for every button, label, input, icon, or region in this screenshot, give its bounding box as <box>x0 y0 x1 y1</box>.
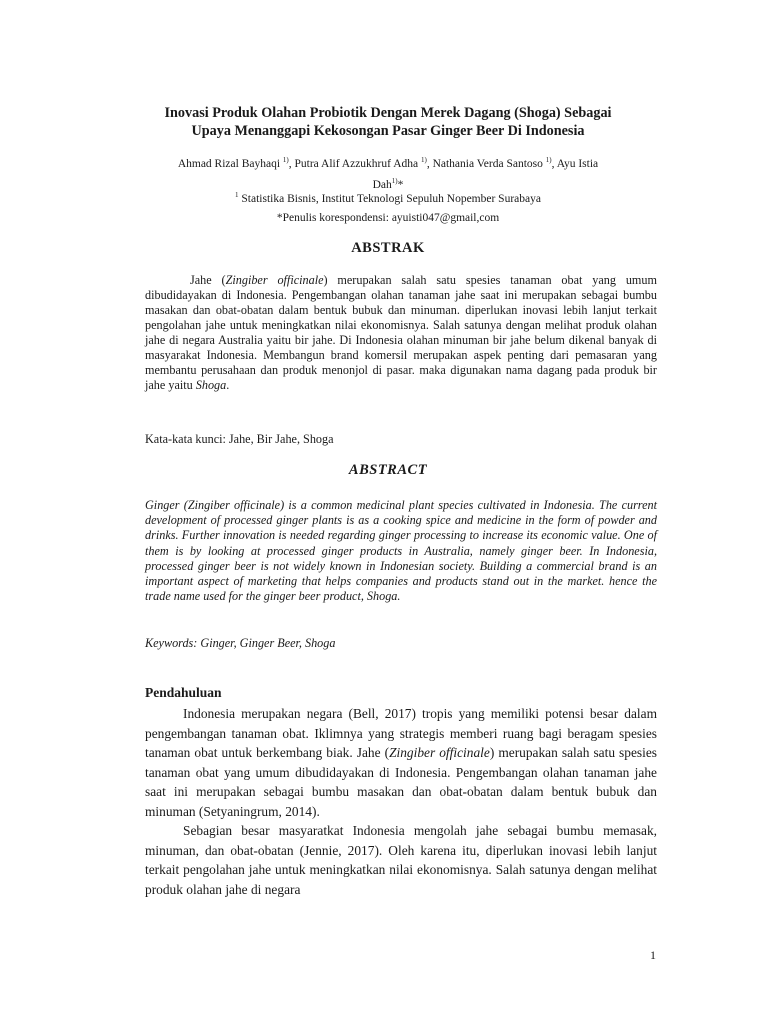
page-number: 1 <box>650 948 656 962</box>
author-sep: , <box>551 157 557 170</box>
author-4-first: Ayu Istia <box>556 157 599 170</box>
kata-kunci: Kata-kata kunci: Jahe, Bir Jahe, Shoga <box>145 432 334 446</box>
correspondence <box>130 212 646 224</box>
abstrak-text-3: . <box>226 378 230 392</box>
author-sep: , <box>426 157 433 170</box>
abstract-paragraph: Ginger (Zingiber officinale) is a common medicinal plant species cultivated in Indonesia. The current development of processed ginger plants is as a cooking spice and medicine in the form of powder and drinks. Further innovation is needed regarding ginger processing to increase its economic value. One of them is by looking at processed ginger products in Australia, namely ginger beer. In Indonesia, processed ginger beer is not widely known in Indonesian society. Building a commercial brand is an important aspect of marketing that helps companies and products stand out in the market. hence the trade name used for the ginger beer product, Shoga. <box>145 498 657 604</box>
p1-text-2: ) merupakan salah satu spesies tanaman obat yang umum dibudidayakan di Indonesia. Pengembangan olahan tanaman jahe saat ini merupakan sebagai bumbu masakan dan obat-obatan dalam bentuk bubuk dan minuman (Setyaningrum, 2014). <box>145 745 657 819</box>
author-sup: 1) <box>420 156 427 164</box>
paragraph-1 <box>145 704 657 821</box>
correspondence-label: *Penulis korespondensi: <box>276 212 389 224</box>
corresponding-star: * <box>397 178 404 191</box>
p1-latin-name: Zingiber officinale <box>389 745 490 760</box>
author-sup: 1) <box>282 156 289 164</box>
paper-title <box>130 104 646 140</box>
abstrak-paragraph <box>145 273 657 393</box>
author-sup: 1) <box>391 176 398 185</box>
abstrak-text-2: ) merupakan salah satu spesies tanaman obat yang umum dibudidayakan di Indonesia. Pengembangan olahan tanaman jahe saat ini merupakan sebagai bumbu masakan dan obat-obatan dalam bentuk bubuk dan minuman. diperlukan inovasi lebih lanjut terkait pengolahan jahe untuk meningkatkan nilai ekonomisnya. Salah satunya dengan melihat produk olahan jahe di negara Australia yaitu bir jahe. Di Indonesia olahan minuman bir jahe belum dikenal banyak di masyarakat Indonesia. Membangun brand komersil merupakan aspek penting dari pemasaran yang membantu perusahaan dan produk menonjol di pasar. maka digunakan nama dagang pada produk bir jahe yaitu <box>145 273 657 392</box>
affiliation-text: Statistika Bisnis, Institut Teknologi Sepuluh Nopember Surabaya <box>241 192 541 205</box>
author-4-last: Dah <box>372 178 392 191</box>
title-line-2: Upaya Menanggapi Kekosongan Pasar Ginger Beer Di Indonesia <box>191 123 585 139</box>
abstrak-brand: Shoga <box>195 378 227 392</box>
author-1: Ahmad Rizal Bayhaqi <box>177 157 281 170</box>
author-sep: , <box>288 157 295 170</box>
abstract-heading: ABSTRACT <box>348 462 428 478</box>
author-2: Putra Alif Azzukhruf Adha <box>294 157 419 170</box>
abstrak-heading: ABSTRAK <box>351 240 425 256</box>
author-3: Nathania Verda Santoso <box>432 157 543 170</box>
pendahuluan-body <box>145 704 657 899</box>
abstrak-latin-name: Zingiber officinale <box>225 273 324 287</box>
section-heading-pendahuluan: Pendahuluan <box>145 685 222 700</box>
abstrak-text-1: Jahe ( <box>190 273 226 287</box>
affiliation <box>130 187 646 207</box>
p1-text-1: Indonesia merupakan negara (Bell, 2017) tropis yang memiliki potensi besar dalam pengembangan tanaman obat. Iklimnya yang strategis memberi ruang bagi beragam spesies tanaman obat untuk berkembang biak. Jahe ( <box>145 706 657 760</box>
affiliation-sup: 1 <box>235 191 239 199</box>
paragraph-2: Sebagian besar masyaratkat Indonesia mengolah jahe sebagai bumbu memasak, minuman, dan obat-obatan (Jennie, 2017). Oleh karena itu, diperlukan inovasi lebih lanjut terkait pengolahan jahe untuk meningkatkan nilai ekonomisnya. Salah satunya dengan melihat produk olahan jahe di negara <box>145 823 657 897</box>
author-sup: 1) <box>545 156 552 164</box>
title-line-1: Inovasi Produk Olahan Probiotik Dengan Merek Dagang (Shoga) Sebagai <box>164 105 612 121</box>
keywords: Keywords: Ginger, Ginger Beer, Shoga <box>145 636 336 650</box>
correspondence-email: ayuisti047@gmail,com <box>391 212 500 224</box>
